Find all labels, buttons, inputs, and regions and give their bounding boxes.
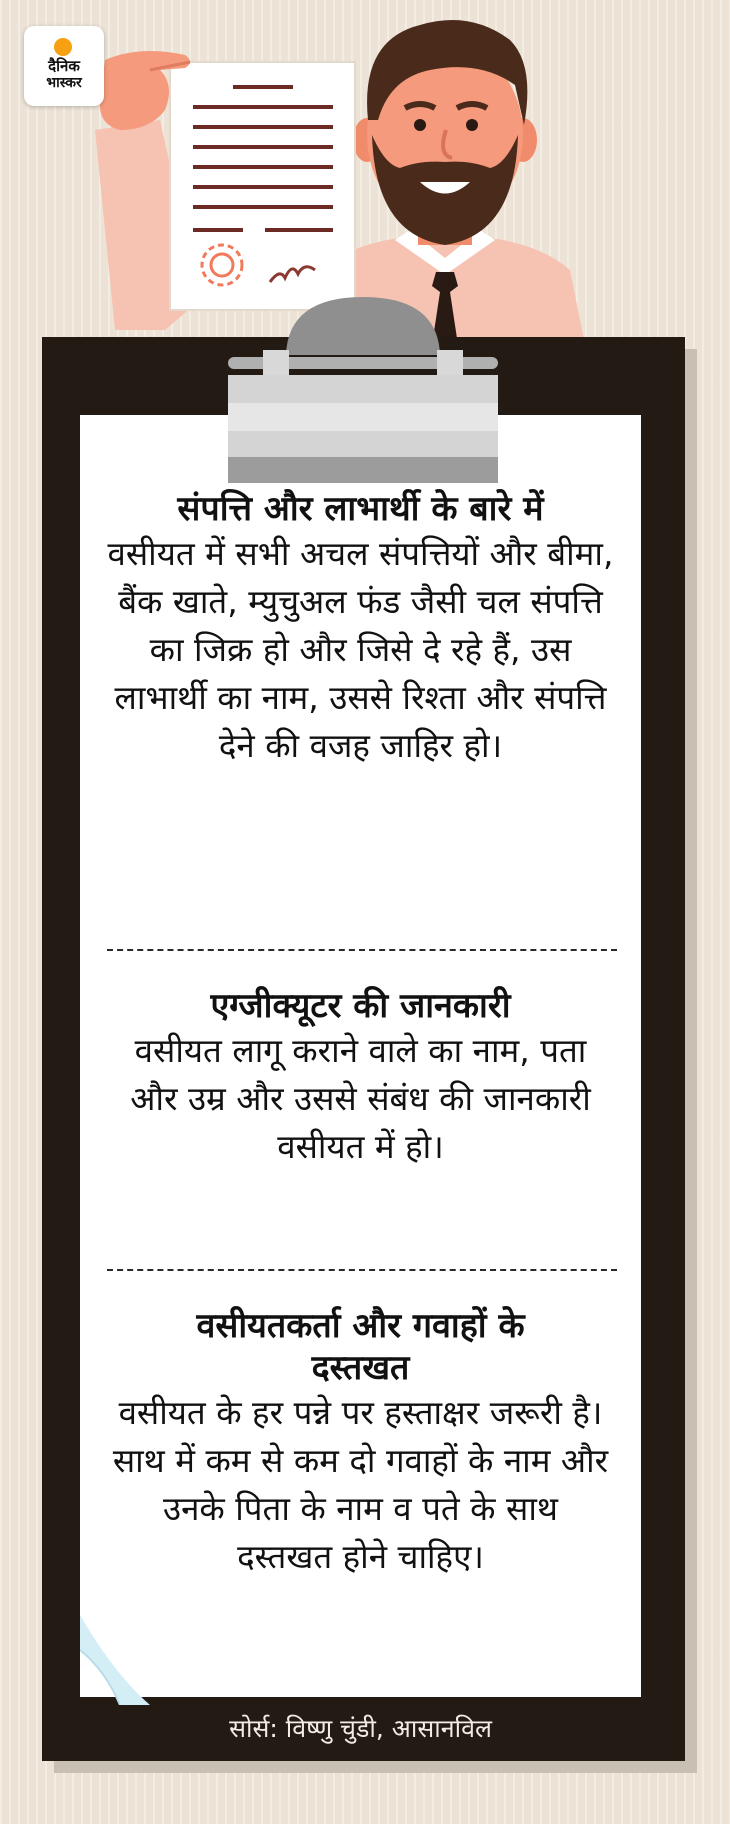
sun-icon	[54, 38, 72, 56]
clipboard-clip-icon	[228, 295, 498, 485]
section-title: वसीयतकर्ता और गवाहों के दस्तखत	[196, 1306, 525, 1388]
paper-curl-icon	[80, 1615, 150, 1705]
document-icon	[170, 62, 355, 310]
section-body: वसीयत में सभी अचल संपत्तियों और बीमा, बैंक खाते, म्युचुअल फंड जैसी चल संपत्ति का जिक्र हो और जिसे दे रहे हैं, उस लाभार्थी का नाम, उससे रिश्ता और संपत्ति देने की वजह जाहिर हो।	[107, 534, 614, 765]
dashed-divider	[107, 949, 617, 951]
section-title: संपत्ति और लाभार्थी के बारे में	[177, 489, 544, 529]
section-title: एग्जीक्यूटर की जानकारी	[210, 986, 511, 1026]
logo-badge	[24, 26, 104, 106]
source-credit: सोर्स: विष्णु चुंडी, आसानविल	[229, 1714, 492, 1743]
section-signatures	[80, 1305, 641, 1581]
dashed-divider	[107, 1269, 617, 1271]
section-body: वसीयत लागू कराने वाले का नाम, पता और उम्र और उससे संबंध की जानकारी वसीयत में हो।	[130, 1031, 591, 1166]
section-body: वसीयत के हर पन्ने पर हस्ताक्षर जरूरी है। साथ में कम से कम दो गवाहों के नाम और उनके पिता के नाम व पते के साथ दस्तखत होने चाहिए।	[112, 1393, 609, 1576]
logo-text-line-1: दैनिक	[48, 57, 80, 75]
section-property-beneficiary	[80, 488, 641, 770]
section-executor-info	[80, 985, 641, 1171]
logo-text-line-2: भास्कर	[46, 75, 82, 91]
